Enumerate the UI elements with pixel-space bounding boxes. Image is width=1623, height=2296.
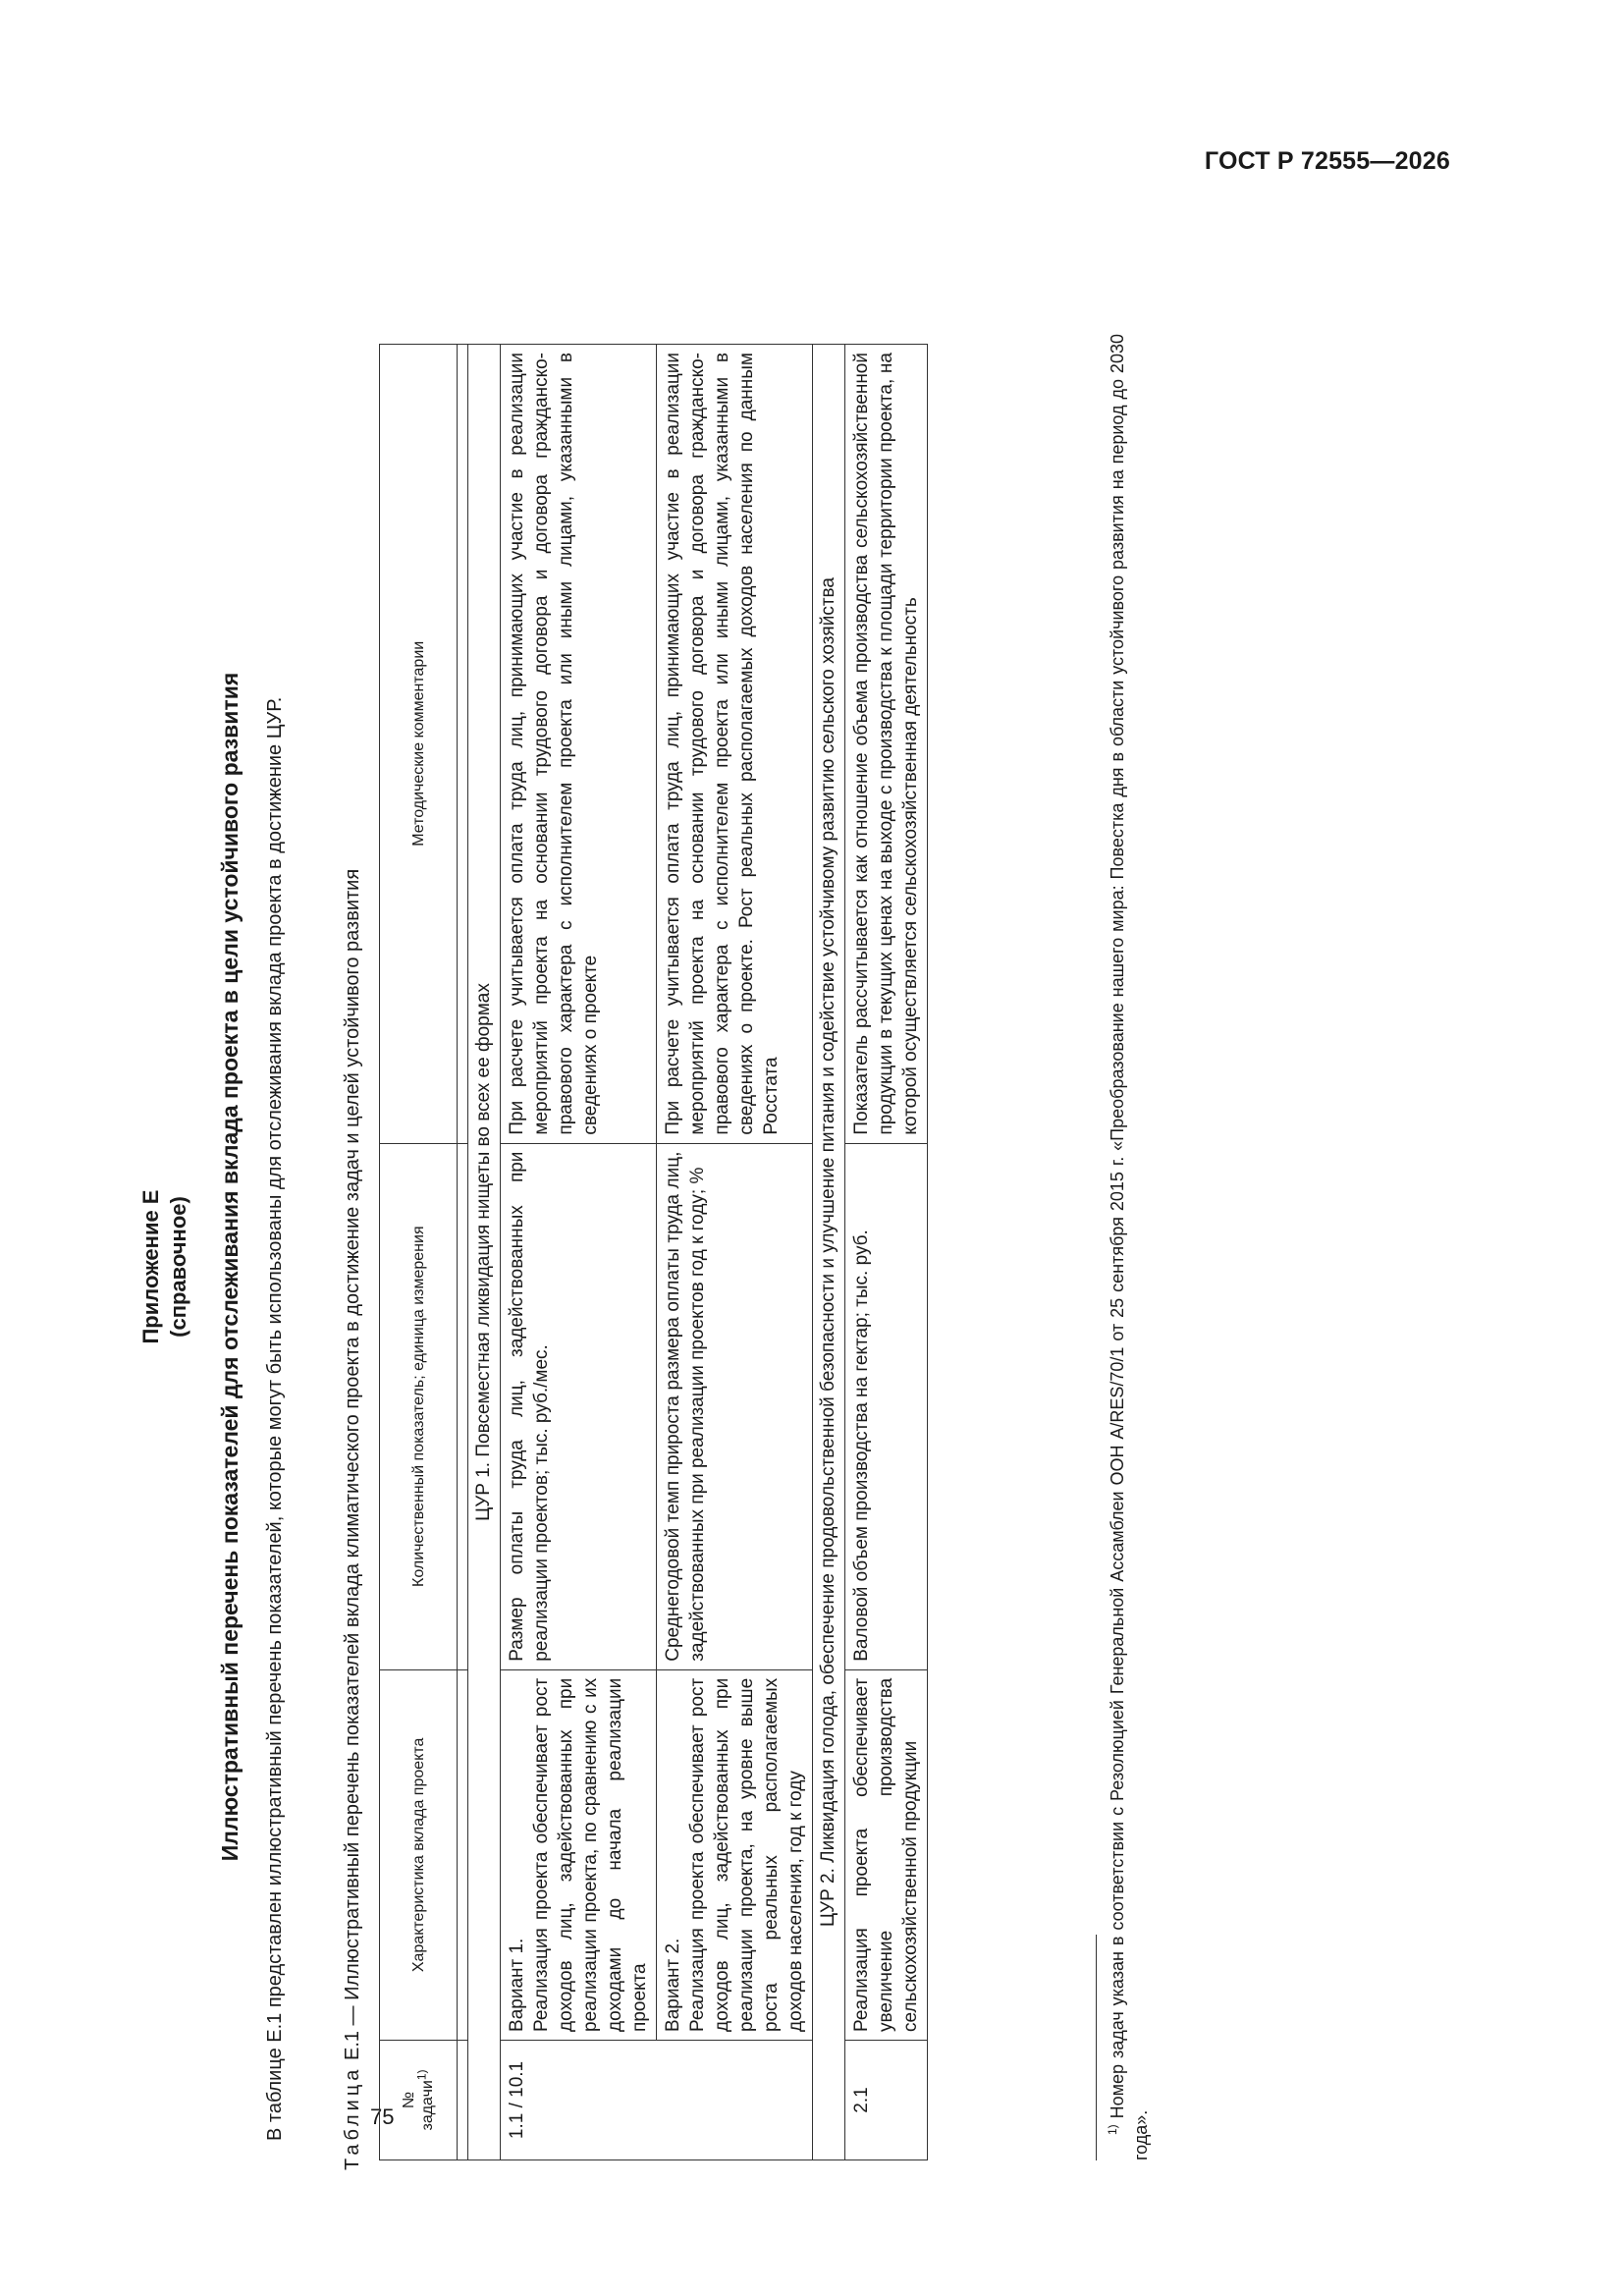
header-comments: Методические комментарии — [380, 345, 458, 1144]
task-number: 2.1 — [845, 2040, 928, 2159]
footnote-text: Номер задач указан в соответствии с Резолюцией Генеральной Ассамблеи ООН A/RES/70/1 от 25 сентября 2015 г. «Преобразование нашего мира: Повестка дня в области устойчивого развития на период до 2030 года». — [1108, 334, 1151, 2160]
table-row — [657, 345, 813, 2160]
footnote-divider — [1096, 1935, 1097, 2160]
table-caption — [340, 344, 365, 2170]
rotated-page-content — [137, 226, 1237, 2190]
section-row-sdg2 — [813, 345, 845, 2160]
indicator-cell: Размер оплаты труда лиц, задействованных при реализации проектов; тыс. руб./мес. — [501, 1143, 657, 1669]
header-num: № задачи$^{1)}$ — [380, 2040, 458, 2159]
appendix-main-title: Иллюстративный перечень показателей для отслеживания вклада проекта в цели устойчивого развития — [217, 672, 243, 1862]
header-characteristic: Характеристика вклада проекта — [380, 1669, 458, 2040]
document-code: ГОСТ Р 72555—2026 — [1204, 147, 1450, 175]
indicator-cell: Валовой объем производства на гектар; тыс. руб. — [845, 1143, 928, 1669]
characteristic-cell: Вариант 1. Реализация проекта обеспечивает рост доходов лиц, задействованных при реализации проекта, по сравнению с их доходами до начала реализации проекта — [501, 1669, 657, 2040]
appendix-subtitle: (справочное) — [166, 1196, 190, 1338]
section-title-sdg2: ЦУР 2. Ликвидация голода, обеспечение продовольственной безопасности и улучшение питания и содействие устойчивому развитию сельского хозяйства — [813, 345, 845, 2160]
characteristic-cell: Реализация проекта обеспечивает увеличение производства сельскохозяйственной продукции — [845, 1669, 928, 2040]
table-caption-text: Е.1 — Иллюстративный перечень показателей вклада климатического проекта в достижение задач и целей устойчивого развития — [342, 868, 363, 2061]
table-header-row — [380, 345, 458, 2160]
section-row-sdg1 — [468, 345, 501, 2160]
indicator-cell: Среднегодовой темп прироста размера оплаты труда лиц, задействованных при реализации проектов год к году; % — [657, 1143, 813, 1669]
footnote — [1106, 334, 1153, 2160]
page-number: 75 — [370, 2105, 395, 2129]
characteristic-cell: Вариант 2. Реализация проекта обеспечивает рост доходов лиц, задействованных при реализации проекта, на уровне выше роста реальных располагаемых доходов населения, год к году — [657, 1669, 813, 2040]
table-caption-label: Таблица — [342, 2065, 363, 2170]
table-row — [501, 345, 657, 2160]
comments-cell: Показатель рассчитывается как отношение объема производства сельскохозяйственной продукции в текущих ценах на выходе с производства к площади территории проекта, на которой осуществляется сельскохозяйственная деятельность — [845, 345, 928, 1144]
appendix-title: Приложение Е — [138, 1189, 163, 1344]
indicators-table — [379, 344, 928, 2160]
intro-paragraph: В таблице Е.1 представлен иллюстративный перечень показателей, которые могут быть использованы для отслеживания вклада проекта в достижение ЦУР. — [264, 696, 286, 2141]
table-spacer-row — [458, 345, 468, 2160]
table-row — [845, 345, 928, 2160]
header-indicator: Количественный показатель; единица измерения — [380, 1143, 458, 1669]
footnote-mark: 1) — [1106, 2124, 1119, 2135]
comments-cell: При расчете учитывается оплата труда лиц, принимающих участие в реализации мероприятий проекта на основании трудового договора и договора гражданско-правового характера с исполнителем проекта или иными лицами, указанными в сведениях о проекте. Рост реальных располагаемых доходов населения по данным Росстата — [657, 345, 813, 1144]
task-number: 1.1 / 10.1 — [501, 2040, 813, 2159]
section-title-sdg1: ЦУР 1. Повсеместная ликвидация нищеты во всех ее формах — [468, 345, 501, 2160]
comments-cell: При расчете учитывается оплата труда лиц, принимающих участие в реализации мероприятий проекта на основании трудового договора и договора гражданско-правового характера с исполнителем проекта или иными лицами, указанными в сведениях о проекте — [501, 345, 657, 1144]
